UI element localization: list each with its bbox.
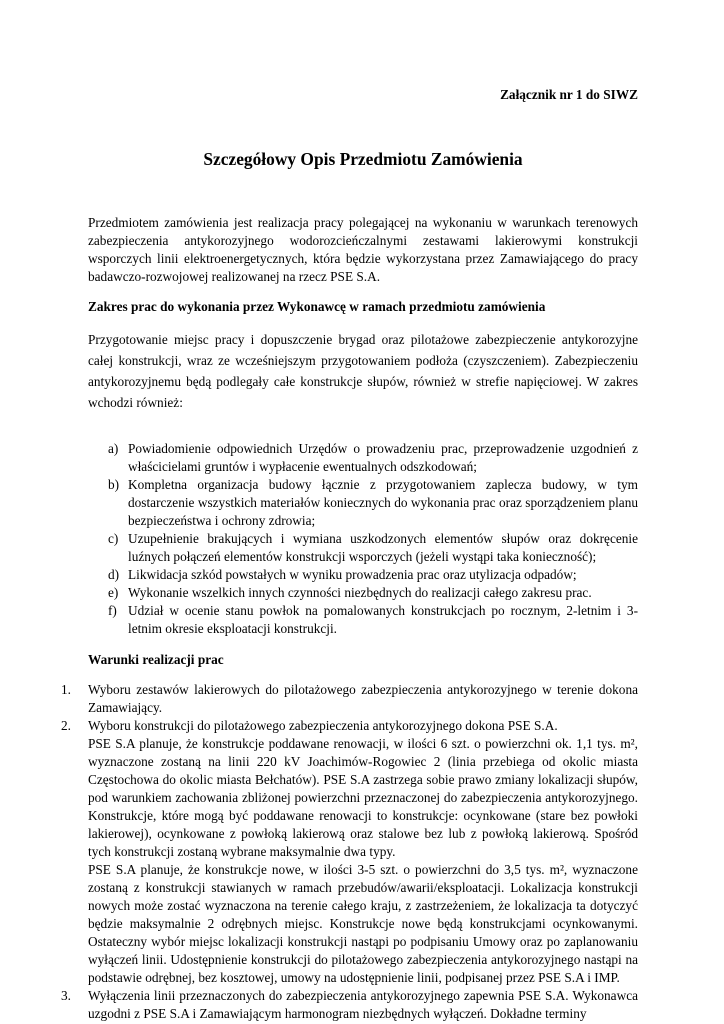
new-structures-details: PSE S.A planuje, że konstrukcje nowe, w ilości 3-5 szt. o powierzchni do 3,5 tys. m², wyznaczone zostaną z konstrukcji stawianych w ramach przebudów/awarii/eksploatacji. Lokalizacja konstrukcji nowych może zostać wyznaczona na terenie całego kraju, z zastrzeżeniem, że lokalizacja ta dotyczyć będzie maksymalnie 2 odrębnych miejsc. Konstrukcje nowe będą konstrukcjami ocynkowanymi. Ostateczny wybór miejsc lokalizacji konstrukcji nastąpi po podpisaniu Umowy oraz po zaplanowaniu wyłączeń linii. Udostępnienie konstrukcji do pilotażowego zabezpieczenia antykorozyjnego nastąpi na podstawie odrębnej, bez kosztowej, umowy na udostępnienie linii, podpisanej przez PSE S.A i IMP. bbox=[88, 862, 638, 985]
list-item bbox=[61, 987, 638, 1023]
list-item-text: Udział w ocenie stanu powłok na pomalowanych konstrukcjach po rocznym, 2-letnim i 3-letnim okresie eksploatacji konstrukcji. bbox=[128, 603, 638, 636]
list-item-text: Wyłączenia linii przeznaczonych do zabezpieczenia antykorozyjnego zapewnia PSE S.A. Wykonawca uzgodni z PSE S.A i Zamawiającym harmonogram niezbędnych wyłączeń. Dokładne terminy bbox=[88, 988, 638, 1021]
list-item bbox=[108, 566, 638, 584]
list-marker: 2. bbox=[61, 718, 71, 733]
list-marker: d) bbox=[108, 567, 120, 582]
list-item bbox=[61, 717, 638, 987]
list-item bbox=[108, 530, 638, 566]
list-item bbox=[108, 602, 638, 638]
list-item-text: Wyboru zestawów lakierowych do pilotażowego zabezpieczenia antykorozyjnego w terenie dokona Zamawiający. bbox=[88, 682, 638, 715]
list-item bbox=[108, 584, 638, 602]
conditions-heading: Warunki realizacji prac bbox=[88, 652, 224, 667]
list-marker: f) bbox=[108, 603, 117, 618]
intro-paragraph: Przedmiotem zamówienia jest realizacja pracy polegającej na wykonaniu w warunkach terenowych zabezpieczenia antykorozyjnego wodorozcieńczalnymi zestawami lakierowymi konstrukcji wsporczych linii elektroenergetycznych, która będzie wykorzystana przez Zamawiającego do pracy badawczo-rozwojowej realizowanej na rzecz PSE S.A. bbox=[88, 215, 638, 284]
list-item-text: Wyboru konstrukcji do pilotażowego zabezpieczenia antykorozyjnego dokona PSE S.A. bbox=[88, 718, 558, 733]
list-marker: b) bbox=[108, 477, 120, 492]
scope-list bbox=[108, 440, 638, 638]
list-marker: 3. bbox=[61, 988, 71, 1003]
list-item-text: Likwidacja szkód powstałych w wyniku prowadzenia prac oraz utylizacja odpadów; bbox=[128, 567, 577, 582]
scope-paragraph: Przygotowanie miejsc pracy i dopuszczenie brygad oraz pilotażowe zabezpieczenie antykorozyjne całej konstrukcji, wraz ze wcześniejszym przygotowaniem podłoża (czyszczeniem). Zabezpieczeniu antykorozyjnemu będą podlegały całe konstrukcje słupów, również w strefie napięciowej. W zakres wchodzi również: bbox=[88, 332, 638, 410]
list-marker: 1. bbox=[61, 682, 71, 697]
renovation-details: PSE S.A planuje, że konstrukcje poddawane renowacji, w ilości 6 szt. o powierzchni ok. 1,1 tys. m², wyznaczone zostaną na linii 220 kV Joachimów-Rogowiec 2 (linia przebiega od okolic miasta Częstochowa do okolic miasta Bełchatów). PSE S.A zastrzega sobie prawo zmiany lokalizacji słupów, pod warunkiem zachowania zbliżonej powierzchni przeznaczonej do zabezpieczenia antykorozyjnego. Konstrukcje, które mogą być poddawane renowacji to konstrukcje: ocynkowane (stare bez powłoki lakierowej), ocynkowane z powłoką lakierową oraz stalowe bez lub z powłoką lakierową. Spośród tych konstrukcji zostaną wybrane maksymalnie dwa typy. bbox=[88, 736, 638, 859]
list-item-text: Wykonanie wszelkich innych czynności niezbędnych do realizacji całego zakresu prac. bbox=[128, 585, 592, 600]
list-item-text: Powiadomienie odpowiednich Urzędów o prowadzeniu prac, przeprowadzenie uzgodnień z właścicielami gruntów i wypłacenie ewentualnych odszkodowań; bbox=[128, 441, 638, 474]
document-title: Szczegółowy Opis Przedmiotu Zamówienia bbox=[203, 149, 523, 169]
list-marker: e) bbox=[108, 585, 119, 600]
list-item bbox=[108, 476, 638, 530]
list-item-text: Kompletna organizacja budowy łącznie z przygotowaniem zaplecza budowy, w tym dostarczenie wszystkich materiałów koniecznych do wykonania prac oraz sporządzeniem planu bezpieczeństwa i ochrony zdrowia; bbox=[128, 477, 638, 528]
conditions-list bbox=[61, 681, 638, 1023]
list-marker: c) bbox=[108, 531, 119, 546]
scope-heading: Zakres prac do wykonania przez Wykonawcę w ramach przedmiotu zamówienia bbox=[88, 299, 546, 314]
list-item-text: Uzupełnienie brakujących i wymiana uszkodzonych elementów słupów oraz dokręcenie luźnych połączeń elementów konstrukcji wsporczych (jeżeli wystąpi taka konieczność); bbox=[128, 531, 638, 564]
list-item bbox=[108, 440, 638, 476]
list-item bbox=[61, 681, 638, 717]
annex-label: Załącznik nr 1 do SIWZ bbox=[500, 87, 638, 102]
list-marker: a) bbox=[108, 441, 119, 456]
